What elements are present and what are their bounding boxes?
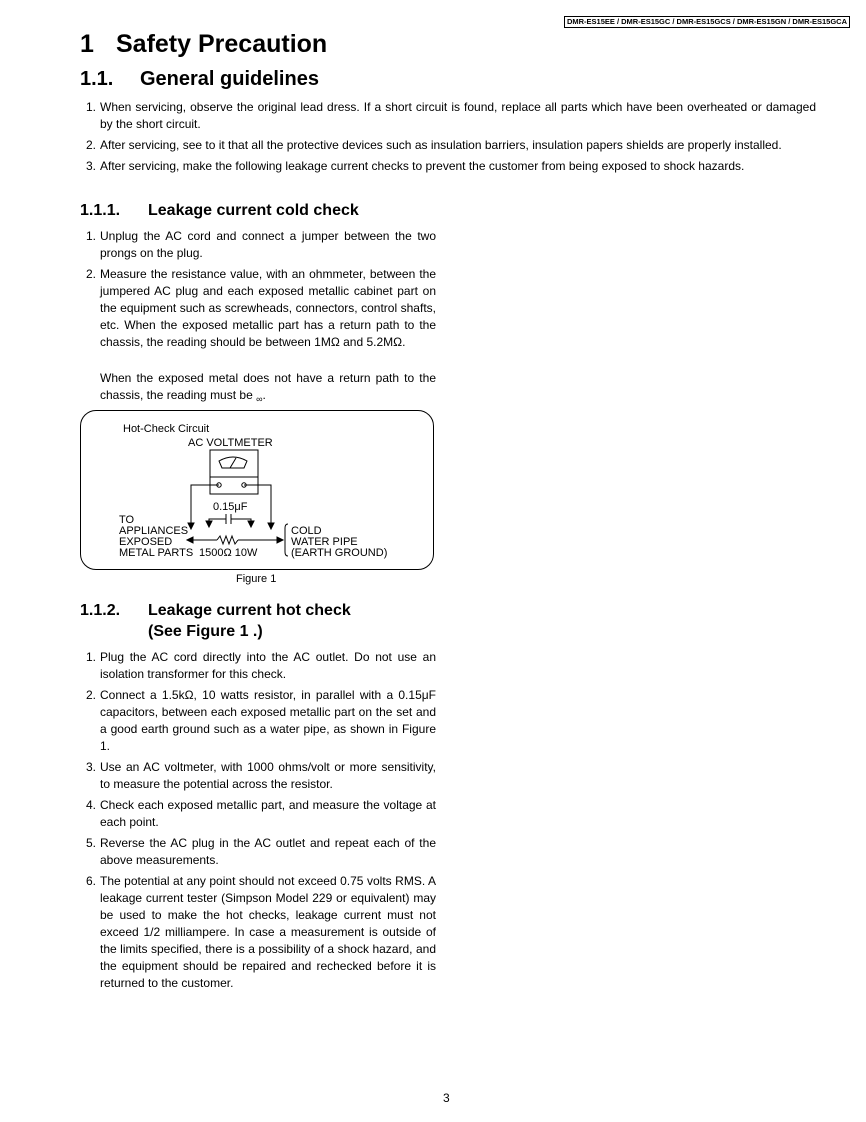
section-title-text: Safety Precaution: [116, 30, 328, 58]
left-label-line-3: EXPOSED: [119, 536, 173, 548]
list-item: 2. Measure the resistance value, with an ohmmeter, between the jumpered AC plug and each exposed metallic cabinet part on the equipment such as screwheads, connectors, control shafts, etc. When the exposed metallic part has a return path to the chassis, the reading should be between 1MΩ and 5.2MΩ.: [86, 267, 436, 349]
left-label-line-1: TO: [119, 514, 135, 526]
list-item: 4. Check each exposed metallic part, and measure the voltage at each point.: [86, 798, 436, 829]
note-end: .: [262, 388, 266, 402]
cold-check-title: Leakage current cold check: [148, 202, 359, 219]
note-text: When the exposed metal does not have a return path to the chassis, the reading must be: [100, 371, 436, 402]
voltmeter-icon: [210, 450, 258, 494]
list-item: 3. After servicing, make the following leakage current checks to prevent the customer from being exposed to shock hazards.: [86, 159, 745, 173]
general-guidelines-list: [80, 99, 816, 179]
list-item: 1. Unplug the AC cord and connect a jumper between the two prongs on the plug.: [86, 229, 436, 260]
cold-check-list: [80, 228, 436, 355]
general-number: 1.1.: [80, 68, 114, 90]
list-item: 5. Reverse the AC plug in the AC outlet and repeat each of the above measurements.: [86, 836, 436, 867]
hot-check-number: 1.1.2.: [80, 602, 121, 619]
metal-parts-label: METAL PARTS: [119, 547, 194, 559]
general-title: General guidelines: [140, 68, 319, 90]
circuit-wires: [187, 485, 288, 556]
section-title: [80, 30, 327, 59]
infinity-symbol: ∞: [256, 394, 263, 404]
page-number: 3: [443, 1091, 450, 1105]
hot-check-title-line-1: Leakage current hot check: [148, 602, 351, 619]
cold-check-note: [100, 370, 436, 408]
hot-check-heading: [80, 600, 351, 642]
left-label-line-2: APPLIANCES: [119, 525, 189, 537]
figure-caption: Figure 1: [236, 573, 277, 585]
right-label-line-3: (EARTH GROUND): [291, 547, 388, 559]
cold-check-number: 1.1.1.: [80, 202, 121, 219]
model-number-header: DMR-ES15EE / DMR-ES15GC / DMR-ES15GCS / DMR-ES15GN / DMR-ES15GCA: [564, 16, 850, 28]
list-item: 1. Plug the AC cord directly into the AC outlet. Do not use an isolation transformer for this check.: [86, 650, 436, 681]
voltmeter-label: AC VOLTMETER: [188, 437, 273, 449]
capacitor-label: 0.15μF: [213, 501, 248, 513]
hot-check-title-line-2: (See Figure 1 .): [148, 623, 263, 640]
list-item: 2. Connect a 1.5kΩ, 10 watts resistor, in parallel with a 0.15μF capacitors, between each exposed metallic part on the set and a good earth ground such as a water pipe, as shown in Figure 1.: [86, 688, 436, 753]
list-item: 6. The potential at any point should not exceed 0.75 volts RMS. A leakage current tester (Simpson Model 229 or equivalent) may be used to make the hot checks, leakage current must not exceed 1/2 milliampere. In case a measurement is outside of the limits specified, there is a possibility of a shock hazard, and the equipment should be repaired and rechecked before it is returned to the customer.: [86, 874, 436, 990]
section-number: 1: [80, 30, 94, 58]
resistor-label: 1500Ω 10W: [199, 547, 258, 559]
circuit-diagram: [81, 411, 433, 569]
list-item: 2. After servicing, see to it that all the protective devices such as insulation barriers, insulation papers shields are properly installed.: [86, 138, 782, 152]
right-label-line-2: WATER PIPE: [291, 536, 358, 548]
cold-check-heading: [80, 200, 359, 221]
list-item: 1. When servicing, observe the original lead dress. If a short circuit is found, replace all parts which have been overheated or damaged by the short circuit.: [86, 100, 816, 131]
right-label-line-1: COLD: [291, 525, 322, 537]
figure-title: Hot-Check Circuit: [123, 423, 210, 435]
list-item: 3. Use an AC voltmeter, with 1000 ohms/volt or more sensitivity, to measure the potential across the resistor.: [86, 760, 436, 791]
general-guidelines-heading: [80, 68, 319, 91]
hot-check-circuit-figure: [80, 410, 434, 570]
hot-check-list: [80, 649, 436, 996]
